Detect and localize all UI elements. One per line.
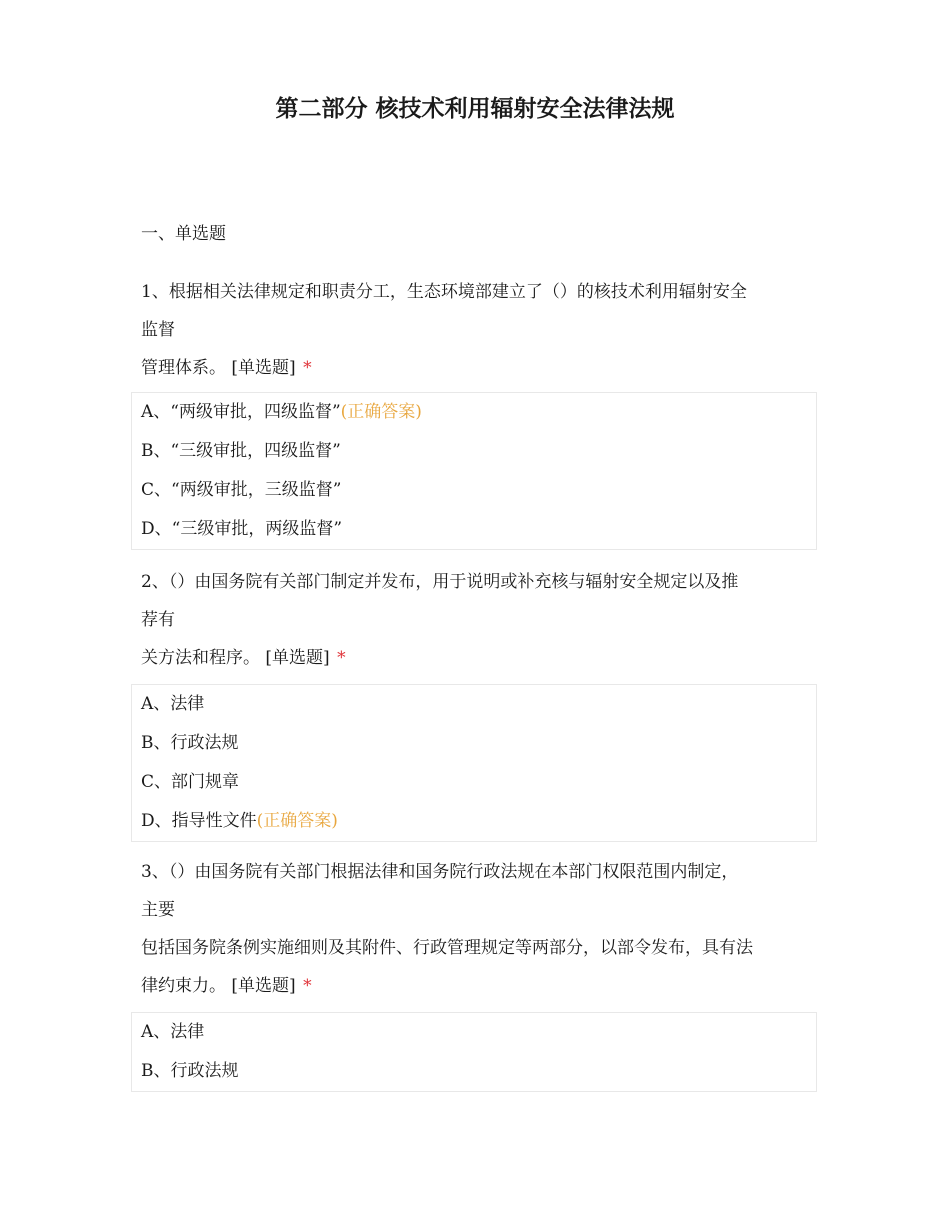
- option-a: [132, 393, 816, 432]
- option-a: [132, 1013, 816, 1052]
- question-line: 3、（）由国务院有关部门根据法律和国务院行政法规在本部门权限范围内制定，: [141, 862, 739, 882]
- correct-answer-tag: (正确答案): [340, 402, 422, 422]
- question-line: 1、根据相关法律规定和职责分工，生态环境部建立了（）的核技术利用辐射安全: [141, 282, 747, 302]
- required-marker: *: [303, 358, 312, 378]
- option-text: D、“三级审批，两级监督”: [141, 519, 343, 539]
- question-line: 律约束力。: [141, 976, 226, 996]
- question-line: 主要: [141, 900, 175, 920]
- question-3-options: [131, 1012, 817, 1092]
- question-line: 包括国务院条例实施细则及其附件、行政管理规定等两部分，以部令发布，具有法: [141, 938, 753, 958]
- option-b: [132, 724, 816, 763]
- required-marker: *: [337, 648, 346, 668]
- option-text: A、法律: [141, 694, 205, 714]
- question-type-label: [单选题]: [231, 358, 296, 378]
- option-text: B、行政法规: [141, 733, 239, 753]
- question-2-text: [141, 563, 821, 677]
- question-type-label: [单选题]: [231, 976, 296, 996]
- option-c: [132, 763, 816, 802]
- option-text: B、“三级审批，四级监督”: [141, 441, 341, 461]
- required-marker: *: [303, 976, 312, 996]
- question-type-label: [单选题]: [265, 648, 330, 668]
- question-last-line: [141, 639, 821, 677]
- question-last-line: [141, 967, 821, 1005]
- question-2-options: [131, 684, 817, 842]
- question-1-text: [141, 273, 821, 387]
- option-d: [132, 510, 816, 549]
- question-line: 2、（）由国务院有关部门制定并发布，用于说明或补充核与辐射安全规定以及推: [141, 572, 739, 592]
- option-text: D、指导性文件: [141, 811, 257, 831]
- section-heading: 一、单选题: [141, 224, 226, 244]
- question-last-line: [141, 349, 821, 387]
- option-text: B、行政法规: [141, 1061, 239, 1081]
- question-3-text: [141, 853, 821, 1005]
- option-text: C、“两级审批，三级监督”: [141, 480, 342, 500]
- option-d: [132, 802, 816, 841]
- option-b: [132, 1052, 816, 1091]
- option-text: C、部门规章: [141, 772, 240, 792]
- question-line: 监督: [141, 320, 175, 340]
- option-a: [132, 685, 816, 724]
- page-title: 第二部分 核技术利用辐射安全法律法规: [275, 96, 675, 122]
- question-line: 管理体系。: [141, 358, 226, 378]
- option-c: [132, 471, 816, 510]
- correct-answer-tag: (正确答案): [256, 811, 338, 831]
- option-text: A、“两级审批，四级监督”: [141, 402, 341, 422]
- option-b: [132, 432, 816, 471]
- question-1-options: [131, 392, 817, 550]
- question-line: 荐有: [141, 610, 175, 630]
- question-line: 关方法和程序。: [141, 648, 260, 668]
- option-text: A、法律: [141, 1022, 205, 1042]
